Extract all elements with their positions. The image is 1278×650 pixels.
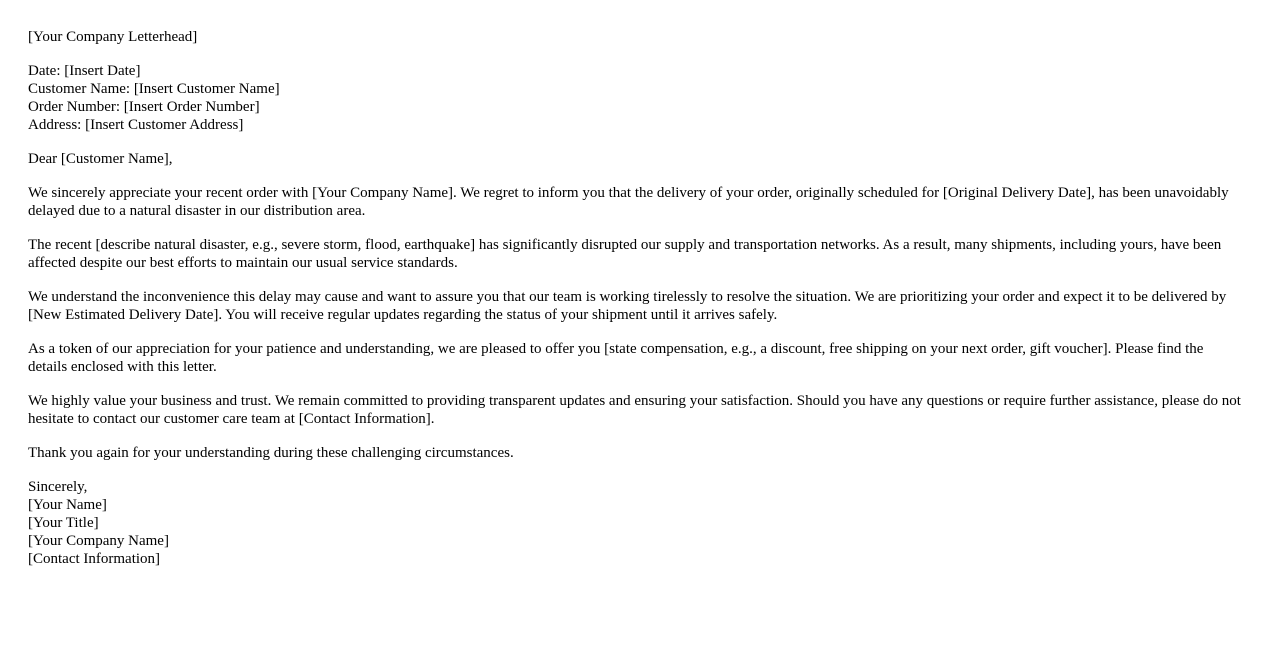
body-paragraph-5: We highly value your business and trust. We remain committed to providing transparent updates and ensuring your satisfaction. Should you have any questions or require further assistance, please do not hesitate to contact our customer care team at [Contact Information]. — [28, 393, 1241, 427]
letter — [28, 28, 1243, 584]
order-number-line: Order Number: [Insert Order Number] — [28, 99, 260, 115]
signer-name: [Your Name] — [28, 497, 107, 513]
date-line: Date: [Insert Date] — [28, 63, 141, 79]
customer-name-line: Customer Name: [Insert Customer Name] — [28, 81, 280, 97]
body-paragraph-6: Thank you again for your understanding during these challenging circumstances. — [28, 445, 514, 461]
signer-company: [Your Company Name] — [28, 533, 169, 549]
signer-title: [Your Title] — [28, 515, 99, 531]
body-paragraph-1: We sincerely appreciate your recent order with [Your Company Name]. We regret to inform you that the delivery of your order, originally scheduled for [Original Delivery Date], has been unavoidably delayed due to a natural disaster in our distribution area. — [28, 185, 1229, 219]
signer-contact: [Contact Information] — [28, 551, 161, 567]
order-details — [28, 62, 1243, 134]
body-paragraph-3: We understand the inconvenience this delay may cause and want to assure you that our team is working tirelessly to resolve the situation. We are prioritizing your order and expect it to be delivered by [New Estimated Delivery Date]. You will receive regular updates regarding the status of your shipment until it arrives safely. — [28, 289, 1227, 323]
body-paragraph-4: As a token of our appreciation for your patience and understanding, we are pleased to offer you [state compensation, e.g., a discount, free shipping on your next order, gift voucher]. Please find the details enclosed with this letter. — [28, 341, 1204, 375]
salutation: Dear [Customer Name], — [28, 151, 173, 167]
valediction: Sincerely, — [28, 479, 88, 495]
address-line: Address: [Insert Customer Address] — [28, 117, 244, 133]
letterhead: [Your Company Letterhead] — [28, 29, 198, 45]
body-paragraph-2: The recent [describe natural disaster, e.g., severe storm, flood, earthquake] has significantly disrupted our supply and transportation networks. As a result, many shipments, including yours, have been affected despite our best efforts to maintain our usual service standards. — [28, 237, 1222, 271]
signature-block — [28, 478, 1243, 568]
